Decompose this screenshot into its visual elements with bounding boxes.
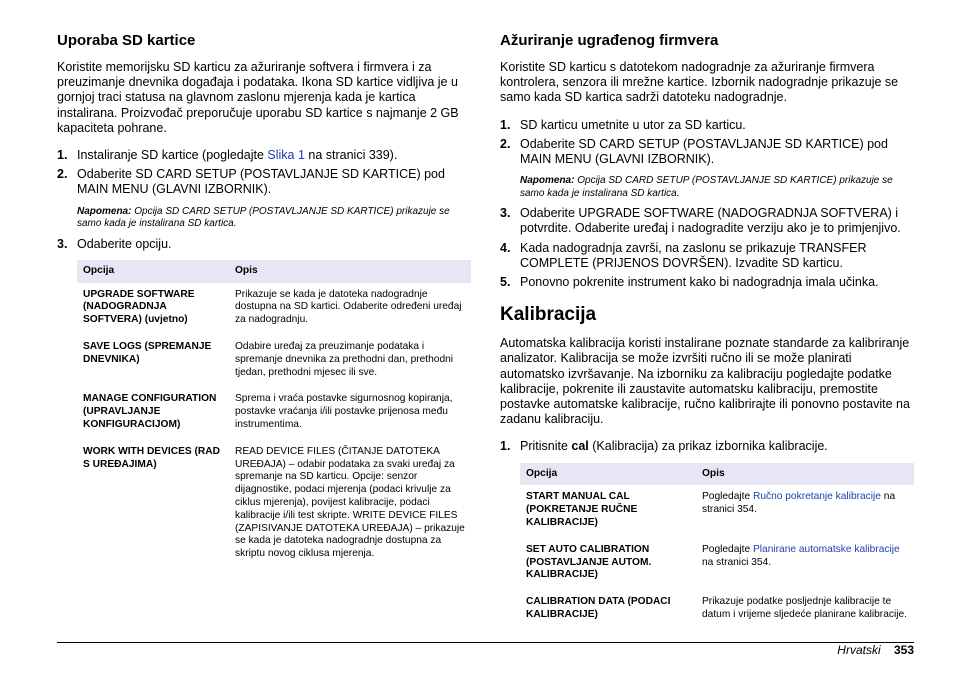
auto-calibration-link[interactable]: Planirane automatske kalibracije	[752, 543, 900, 555]
table-row	[520, 537, 914, 589]
step-number: 5.	[500, 275, 511, 290]
sd-card-steps	[57, 148, 471, 198]
section-heading-sd-card: Uporaba SD kartice	[57, 32, 196, 49]
option-description: Prikazuje se kada je datoteka nadogradnje dostupna na SD kartici. Odaberite određeni uređaj za nadogradnju.	[229, 283, 471, 335]
note-label: Napomena:	[520, 175, 575, 187]
table-row	[77, 387, 471, 439]
table-row	[77, 335, 471, 387]
table-row	[77, 283, 471, 335]
page-footer	[837, 643, 914, 657]
option-description: READ DEVICE FILES (ČITANJE DATOTEKA UREĐAJA) – odabir podataka za svaki uređaj za spremanje na SD karticu. Opcije: senzor dijagnostike, podaci mjerenja (podaci krivulje za ciklus mjerenja), povijest kalibracije, podaci kalibracije i/ili test skripte. WRITE DEVICE FILES (ZAPISIVANJE DATOTEKA UREĐAJA) – prikazuje se kada je datoteka nadogradnje dostupna za skriptu novog ciklusa mjerenja.	[229, 439, 471, 568]
firmware-intro: Koristite SD karticu s datotekom nadogradnje za ažuriranje firmvera kontrolera, senzora ili mrežne kartice. Izbornik nadogradnje prikazuje se samo kada SD kartica sadrži datoteku nadogradnje.	[500, 60, 899, 105]
step-number: 1.	[500, 439, 511, 454]
step-number: 3.	[57, 236, 68, 251]
step-text: Ponovno pokrenite instrument kako bi nadogradnja imala učinka.	[520, 275, 879, 290]
step-text-part: (Kalibracija) za prikaz izbornika kalibracije.	[588, 439, 828, 454]
option-name: START MANUAL CAL (POKRETANJE RUČNE KALIBRACIJE)	[520, 485, 696, 537]
option-name: SAVE LOGS (SPREMANJE DNEVNIKA)	[77, 335, 229, 387]
step-text: Kada nadogradnja završi, na zaslonu se prikazuje TRANSFER COMPLETE (PRIJENOS DOVRŠEN). Izvadite SD karticu.	[520, 240, 867, 270]
sd-card-intro: Koristite memorijsku SD karticu za ažuriranje softvera i firmvera i za preuzimanje dnevnika događaja i podataka. Ikona SD kartice vidljiva je u gornjoj traci statusa na glavnom zaslonu mjerenja kada je kartica instalirana. Proizvođač preporučuje uporabu SD kartice s najmanje 2 GB kapaciteta pohrane.	[57, 60, 459, 135]
manual-calibration-link[interactable]: Ručno pokretanje kalibracije	[752, 491, 881, 503]
step-number: 2.	[500, 136, 511, 151]
page-number: 353	[893, 643, 914, 657]
section-heading-calibration: Kalibracija	[500, 304, 597, 326]
figure-link[interactable]: Slika 1	[267, 148, 305, 163]
desc-text: Pogledajte	[702, 543, 753, 555]
note-text: Opcija SD CARD SETUP (POSTAVLJANJE SD KARTICE) prikazuje se samo kada je instalirana SD kartica.	[520, 175, 893, 199]
list-item	[57, 148, 471, 163]
list-item	[500, 241, 914, 271]
table-header-description: Opis	[696, 463, 914, 486]
table-header-option: Opcija	[77, 260, 229, 283]
table-row	[520, 590, 914, 630]
step-number: 3.	[500, 206, 511, 221]
list-item	[57, 167, 471, 197]
list-item	[500, 137, 914, 167]
firmware-steps-cont	[500, 206, 914, 290]
table-header-description: Opis	[229, 260, 471, 283]
step-number: 1.	[500, 117, 511, 132]
note	[520, 175, 914, 200]
firmware-steps	[500, 118, 914, 168]
step-number: 4.	[500, 240, 511, 255]
table-header-row	[77, 260, 471, 283]
option-name: CALIBRATION DATA (PODACI KALIBRACIJE)	[520, 590, 696, 630]
sd-card-steps-cont	[57, 237, 471, 252]
cal-key-label: cal	[571, 439, 589, 454]
desc-text: na stranici 354.	[702, 491, 896, 516]
step-text: Odaberite SD CARD SETUP (POSTAVLJANJE SD KARTICE) pod MAIN MENU (GLAVNI IZBORNIK).	[520, 136, 888, 167]
list-item	[500, 118, 914, 133]
option-name: SET AUTO CALIBRATION (POSTAVLJANJE AUTOM. KALIBRACIJE)	[520, 537, 696, 589]
step-text: Odaberite SD CARD SETUP (POSTAVLJANJE SD KARTICE) pod MAIN MENU (GLAVNI IZBORNIK).	[77, 167, 445, 197]
note-label: Napomena:	[77, 205, 132, 217]
option-description: Sprema i vraća postavke sigurnosnog kopiranja, postavke vraćanja i/ili postavke prijenosa među instrumentima.	[229, 387, 471, 439]
right-column	[500, 32, 914, 630]
desc-text: na stranici 354.	[702, 556, 772, 568]
step-text	[77, 148, 471, 163]
sd-options-table	[77, 260, 471, 569]
desc-text: Pogledajte	[702, 491, 753, 503]
calibration-options-table	[520, 463, 914, 630]
step-text: SD karticu umetnite u utor za SD karticu.	[520, 117, 746, 132]
calibration-intro: Automatska kalibracija koristi instalirane poznate standarde za kalibriranje analizator. Kalibracija se može izvršiti ručno ili se može planirati automatsko izvršavanje. Na izborniku za kalibraciju pogledajte podatke kalibracije, pokrenite ili zaustavite automatsku kalibraciju, premostite postavke automatske kalibracije, ručno kalibrirajte ili ponovno postavite na zadanu kalibraciju.	[500, 336, 910, 427]
option-name: UPGRADE SOFTWARE (NADOGRADNJA SOFTVERA) (uvjetno)	[77, 283, 229, 335]
list-item	[500, 206, 914, 236]
list-item	[500, 439, 914, 454]
step-text: Odaberite UPGRADE SOFTWARE (NADOGRADNJA SOFTVERA) i potvrdite. Odaberite uređaj i nadogradite verziju ako je to primjenjivo.	[520, 206, 901, 236]
option-description: Prikazuje podatke posljednje kalibracije te datum i vrijeme sljedeće planirane kalibracije.	[696, 590, 914, 630]
list-item	[57, 237, 471, 252]
option-description	[696, 537, 914, 589]
step-text	[520, 439, 914, 454]
calibration-steps	[500, 439, 914, 454]
option-description: Odabire uređaj za preuzimanje podataka i spremanje dnevnika za prethodni dan, prethodni tjedan, prethodni mjesec ili sve.	[229, 335, 471, 387]
option-name: WORK WITH DEVICES (RAD S UREĐAJIMA)	[77, 439, 229, 568]
option-description	[696, 485, 914, 537]
note	[77, 206, 471, 231]
table-row	[77, 439, 471, 568]
step-text-part: na stranici 339).	[304, 148, 398, 163]
table-row	[520, 485, 914, 537]
step-number: 2.	[57, 167, 68, 182]
note-text: Opcija SD CARD SETUP (POSTAVLJANJE SD KARTICE) prikazuje se samo kada je instalirana SD kartica.	[77, 205, 450, 230]
table-header-option: Opcija	[520, 463, 696, 486]
option-name: MANAGE CONFIGURATION (UPRAVLJANJE KONFIGURACIJOM)	[77, 387, 229, 439]
step-number: 1.	[57, 148, 68, 163]
step-text-part: Pritisnite	[520, 439, 572, 454]
footer-language: Hrvatski	[837, 643, 881, 657]
step-text-part: Instaliranje SD kartice (pogledajte	[77, 148, 268, 163]
left-column	[57, 32, 471, 569]
section-heading-firmware: Ažuriranje ugrađenog firmvera	[500, 32, 719, 49]
table-header-row	[520, 463, 914, 486]
list-item	[500, 275, 914, 290]
footer-divider	[57, 642, 914, 643]
step-text: Odaberite opciju.	[77, 236, 172, 251]
